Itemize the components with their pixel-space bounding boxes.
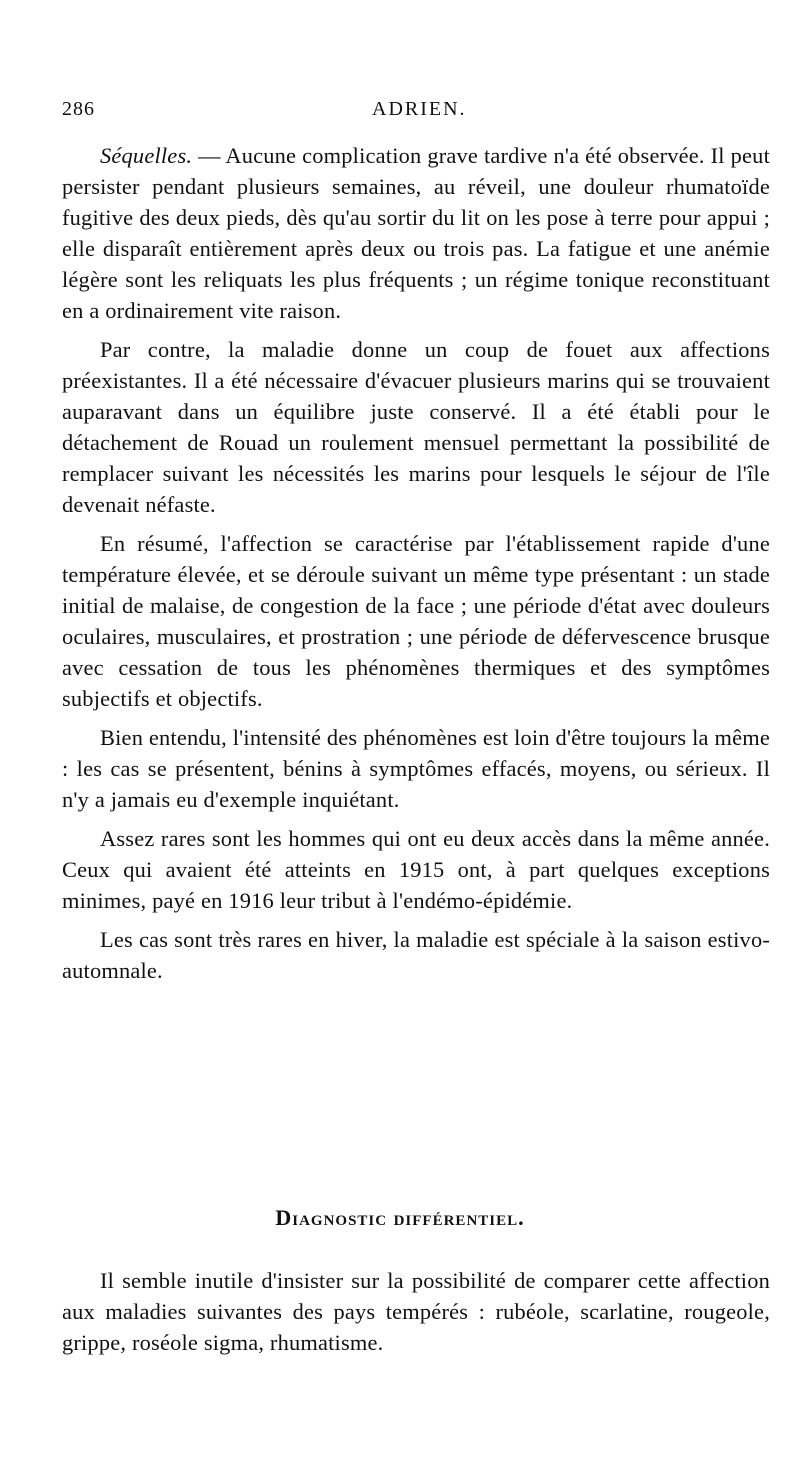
paragraph: Les cas sont très rares en hiver, la maladie est spéciale à la saison estivo-automnale. xyxy=(62,927,770,983)
running-head xyxy=(62,98,770,132)
section-body xyxy=(62,1265,770,1366)
paragraph: Bien entendu, l'intensité des phénomènes est loin d'être toujours la même : les cas se présentent, bénins à symptômes effacés, moyens, ou sérieux. Il n'y a jamais eu d'exemple inquiétant. xyxy=(62,725,770,812)
paragraph: Il semble inutile d'insister sur la possibilité de comparer cette affection aux maladies suivantes des pays tempérés : rubéole, scarlatine, rougeole, grippe, roséole sigma, rhumatisme. xyxy=(62,1268,770,1355)
section-heading: Diagnostic différentiel. xyxy=(275,1205,525,1230)
paragraph-text: — Aucune complication grave tardive n'a été observée. Il peut persister pendant plusieurs semaines, au réveil, une douleur rhumatoïde fugitive des deux pieds, dès qu'au sortir du lit on les pose à terre pour appui ; elle disparaît entièrement après deux ou trois pas. La fatigue et une anémie légère sont les reliquats les plus fréquents ; un régime tonique reconstituant en a ordinairement vite raison. xyxy=(62,143,770,323)
paragraph-sequelles xyxy=(62,140,770,326)
paragraph: En résumé, l'affection se caractérise par l'établissement rapide d'une température élevée, et se déroule suivant un même type présentant : un stade initial de malaise, de congestion de la face ; une période d'état avec douleurs oculaires, musculaires, et prostration ; une période de défervescence brusque avec cessation de tous les phénomènes thermiques et des symptômes subjectifs et objectifs. xyxy=(62,531,770,711)
paragraph: Par contre, la maladie donne un coup de fouet aux affections préexistantes. Il a été nécessaire d'évacuer plusieurs marins qui se trouvaient auparavant dans un équilibre juste conservé. Il a été établi pour le détachement de Rouad un roulement mensuel permettant la possibilité de remplacer suivant les nécessités les marins pour lesquels le séjour de l'île devenait néfaste. xyxy=(62,337,770,517)
running-title: ADRIEN. xyxy=(372,98,467,120)
paragraph: Assez rares sont les hommes qui ont eu deux accès dans la même année. Ceux qui avaient été atteints en 1915 ont, à part quelques exceptions minimes, payé en 1916 leur tribut à l'endémo-épidémie. xyxy=(62,826,770,913)
body-text xyxy=(62,140,770,994)
page-number: 286 xyxy=(62,98,95,120)
paragraph-lead: Séquelles. xyxy=(100,143,193,168)
